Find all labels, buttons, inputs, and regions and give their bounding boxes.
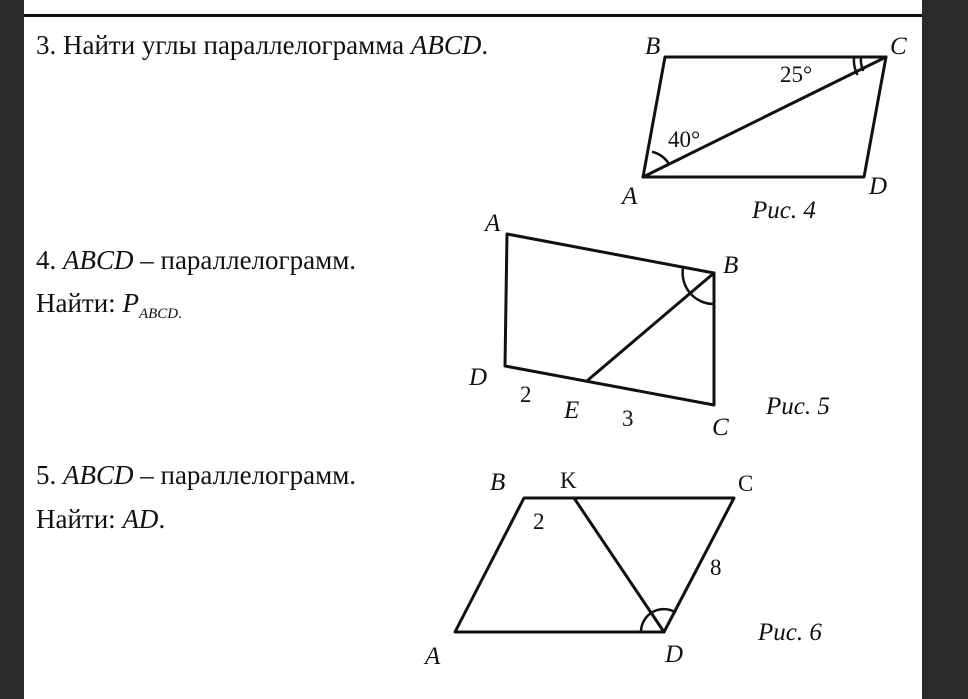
problem-5-text: параллелограмм. bbox=[160, 460, 357, 490]
fig6-caption: Рис. 6 bbox=[758, 619, 822, 646]
fig5-segment-ec: 3 bbox=[622, 406, 634, 431]
fig6-segment-cd: 8 bbox=[710, 555, 722, 580]
fig4-label-b: B bbox=[645, 33, 661, 60]
fig5-label-c: C bbox=[712, 414, 729, 441]
problem-3-end: . bbox=[481, 30, 489, 60]
fig5-bisector-be bbox=[588, 273, 714, 380]
problem-4-figure-name: ABCD bbox=[63, 245, 134, 275]
fig6-angle-arc-d-1 bbox=[641, 613, 651, 632]
fig6-label-k: K bbox=[560, 468, 577, 493]
fig5-angle-arc-b-1 bbox=[683, 268, 690, 293]
perimeter-symbol: P bbox=[122, 288, 139, 318]
problem-3-figure-name: ABCD bbox=[410, 30, 482, 60]
fig5-label-b: B bbox=[723, 252, 739, 279]
fig5-segment-de: 2 bbox=[520, 382, 532, 407]
problem-5-ask: Найти: bbox=[36, 504, 116, 534]
figures bbox=[24, 0, 922, 699]
fig4-angle-25: 25° bbox=[780, 62, 813, 87]
problem-5-dash: – bbox=[140, 460, 154, 490]
problem-4-dash: – bbox=[140, 245, 154, 275]
problem-5-figure-name: ABCD bbox=[63, 460, 134, 490]
problem-4-ask: Найти: bbox=[36, 288, 116, 318]
fig6-angle-arc-d-2 bbox=[651, 609, 675, 613]
problem-5-number: 5. bbox=[36, 460, 57, 490]
fig4-label-c: C bbox=[890, 33, 907, 60]
fig6-label-c: C bbox=[738, 471, 754, 496]
fig4-label-d: D bbox=[869, 173, 888, 200]
fig6-label-b: B bbox=[490, 469, 506, 496]
fig4-diagonal-ac bbox=[643, 57, 886, 177]
fig5-label-d: D bbox=[469, 364, 488, 391]
fig4-label-a: A bbox=[622, 183, 638, 210]
problem-3-text: Найти углы параллелограмма bbox=[63, 30, 405, 60]
problem-4-end: . bbox=[178, 306, 182, 322]
worksheet-page bbox=[24, 0, 922, 699]
problem-5-target: AD bbox=[122, 504, 159, 534]
fig4-caption: Рис. 4 bbox=[752, 197, 816, 224]
fig6-label-d: D bbox=[665, 641, 684, 668]
problem-4-text: параллелограмм. bbox=[160, 245, 357, 275]
fig5-parallelogram bbox=[505, 234, 714, 405]
fig6-parallelogram bbox=[455, 498, 734, 632]
fig6-segment-bk: 2 bbox=[533, 509, 545, 534]
problem-3-number: 3. bbox=[36, 30, 57, 60]
perimeter-subscript: ABCD bbox=[138, 306, 179, 322]
problem-5-end: . bbox=[158, 504, 166, 534]
fig6-label-a: A bbox=[425, 643, 441, 670]
fig4-angle-arc-c-1 bbox=[861, 57, 863, 70]
fig5-label-e: E bbox=[564, 397, 580, 424]
fig5-label-a: A bbox=[485, 210, 501, 237]
fig4-angle-40: 40° bbox=[668, 127, 701, 152]
fig5-caption: Рис. 5 bbox=[766, 393, 830, 420]
fig5-angle-arc-b-2 bbox=[690, 293, 714, 304]
fig4-angle-arc-a bbox=[653, 152, 669, 164]
problem-4-number: 4. bbox=[36, 245, 57, 275]
